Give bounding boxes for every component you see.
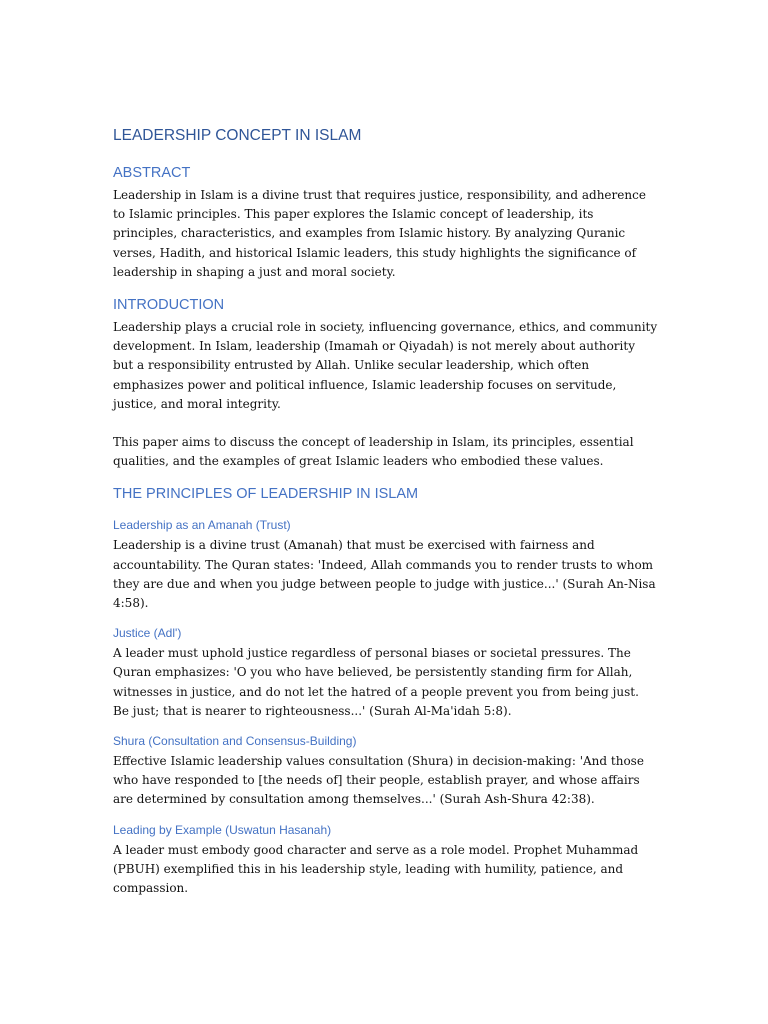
principle-text-example: A leader must embody good character and serve as a role model. Prophet Muhammad (PBUH) exemplified this in his leadership style, leading with humility, patience, and compassion. [113, 842, 639, 896]
principle-text-shura: Effective Islamic leadership values consultation (Shura) in decision-making: 'And those who have responded to [the needs of] their people, establish prayer, and whose affairs are determined by consultation among themselves...' (Surah Ash-Shura 42:38). [113, 754, 644, 807]
principle-subheading-shura: Shura (Consultation and Consensus-Building) [113, 734, 357, 749]
principle-text-amanah: Leadership is a divine trust (Amanah) that must be exercised with fairness and accountability. The Quran states: 'Indeed, Allah commands you to render trusts to whom they are due and when you judge between people to judge with justice...' (Surah An-Nisa 4:58). [113, 538, 656, 611]
document-title: LEADERSHIP CONCEPT IN ISLAM [113, 127, 362, 144]
principles-heading: THE PRINCIPLES OF LEADERSHIP IN ISLAM [113, 486, 419, 503]
principle-subheading-amanah: Leadership as an Amanah (Trust) [113, 518, 291, 533]
abstract-text: Leadership in Islam is a divine trust that requires justice, responsibility, and adherence to Islamic principles. This paper explores the Islamic concept of leadership, its principles, characteristics, and examples from Islamic history. By analyzing Quranic verses, Hadith, and historical Islamic leaders, this study highlights the significance of leadership in shaping a just and moral society. [113, 188, 646, 279]
introduction-paragraph: Leadership plays a crucial role in society, influencing governance, ethics, and community development. In Islam, leadership (Imamah or Qiyadah) is not merely about authority but a responsibility entrusted by Allah. Unlike secular leadership, which often emphasizes power and political influence, Islamic leadership focuses on servitude, justice, and moral integrity. [113, 320, 658, 411]
introduction-paragraph: This paper aims to discuss the concept of leadership in Islam, its principles, essential qualities, and the examples of great Islamic leaders who embodied these values. [113, 435, 634, 469]
abstract-heading: ABSTRACT [113, 165, 191, 181]
principle-subheading-justice: Justice (Adl') [113, 626, 182, 641]
document-body [113, 126, 658, 898]
introduction-heading: INTRODUCTION [113, 297, 225, 314]
principle-subheading-example: Leading by Example (Uswatun Hasanah) [113, 822, 332, 837]
principle-text-justice: A leader must uphold justice regardless of personal biases or societal pressures. The Quran emphasizes: 'O you who have believed, be persistently standing firm for Allah, witnesses in justice, and do not let the hatred of a people prevent you from being just. Be just; that is nearer to righteousness...' (Surah Al-Ma'idah 5:8). [113, 646, 639, 718]
